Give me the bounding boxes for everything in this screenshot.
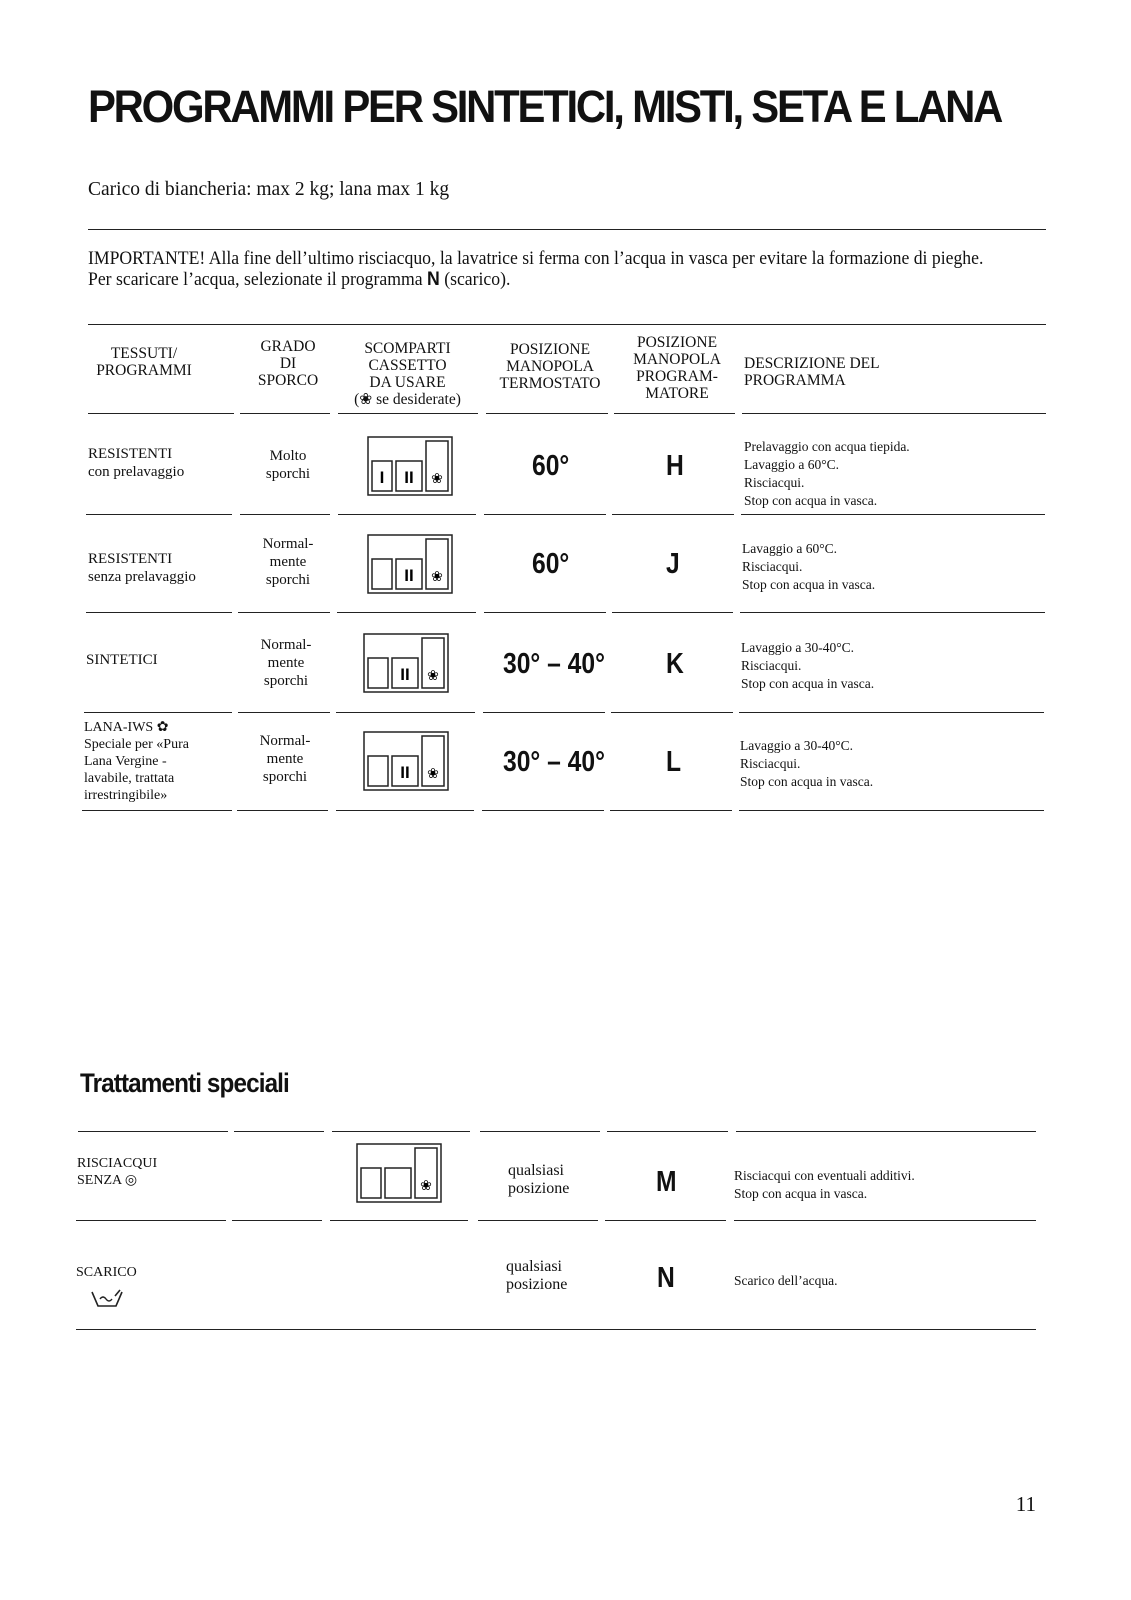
special-treatment-name: RISCIACQUI SENZA ◎ [77, 1156, 158, 1188]
svg-text:❀: ❀ [427, 668, 439, 684]
row-separator-segment [742, 413, 1046, 414]
special-treatment-name: SCARICO [76, 1265, 137, 1280]
row-separator-segment [234, 1131, 324, 1132]
program-description: Lavaggio a 30-40°C. Risciacqui. Stop con acqua in vasca. [740, 738, 874, 789]
row-separator-segment [484, 514, 606, 515]
row-separator-segment [736, 1131, 1036, 1132]
row-separator-segment [232, 1220, 322, 1221]
row-separator-segment [741, 514, 1045, 515]
program-description: Lavaggio a 30-40°C. Risciacqui. Stop con acqua in vasca. [741, 640, 875, 691]
important-note [88, 248, 999, 290]
svg-text:❀: ❀ [420, 1178, 432, 1194]
svg-text:II: II [400, 763, 410, 782]
row-separator-segment [610, 810, 732, 811]
detergent-drawer-icon [366, 435, 454, 497]
row-soil-level: Normal- mente sporchi [260, 637, 312, 689]
row-separator-segment [240, 514, 330, 515]
row-separator-segment [739, 712, 1044, 713]
row-separator-segment [332, 1131, 470, 1132]
svg-text:II: II [404, 566, 414, 585]
row-fabric: RESISTENTI senza prelavaggio [88, 551, 196, 585]
svg-text:I: I [379, 468, 385, 487]
header-descrizione: DESCRIZIONE DEL PROGRAMMA [744, 355, 880, 389]
header-tessuti: TESSUTI/ PROGRAMMI [96, 345, 192, 379]
row-separator-segment [238, 712, 330, 713]
row-separator-segment [82, 810, 232, 811]
special-treatments-title: Trattamenti speciali [80, 1068, 289, 1098]
row-separator-segment [238, 612, 330, 613]
header-programmatore: POSIZIONE MANOPOLA PROGRAM- MATORE [633, 334, 721, 402]
important-program-letter: N [426, 269, 440, 290]
row-separator-segment [486, 413, 608, 414]
program-letter: J [666, 548, 680, 580]
row-fabric: LANA-IWS ✿ Speciale per «Pura Lana Vergine - lavabile, trattata irrestringibile» [84, 720, 189, 803]
thermostat-position: 60° [532, 548, 570, 580]
drain-icon [90, 1288, 124, 1310]
thermostat-position: qualsiasi posizione [508, 1162, 570, 1197]
thermostat-position: 30° – 40° [503, 746, 605, 778]
row-soil-level: Normal- mente sporchi [259, 733, 311, 785]
row-separator-segment [740, 612, 1045, 613]
row-separator-segment [607, 1131, 728, 1132]
row-separator-segment [612, 514, 734, 515]
svg-text:❀: ❀ [431, 471, 443, 487]
detergent-drawer-icon [355, 1142, 443, 1204]
important-tail-text: (scarico). [444, 269, 511, 290]
program-letter: N [657, 1262, 675, 1294]
row-separator-segment [483, 712, 605, 713]
row-soil-level: Normal- mente sporchi [262, 536, 314, 588]
row-separator-segment [484, 612, 606, 613]
row-separator-segment [478, 1220, 598, 1221]
important-lead-text: IMPORTANTE! Alla fine dell’ultimo risciacquo, la lavatrice si ferma con l’acqua in vasca per evitare la formazione di pieghe. Per scaricare l’acqua, selezionate il programma [88, 248, 984, 290]
thermostat-position: qualsiasi posizione [506, 1258, 568, 1293]
row-separator-segment [86, 514, 232, 515]
thermostat-position: 60° [532, 450, 570, 482]
row-separator-segment [336, 712, 475, 713]
header-grado: GRADO DI SPORCO [257, 338, 319, 389]
row-separator-segment [338, 514, 476, 515]
row-separator-segment [88, 413, 234, 414]
load-capacity-text: Carico di biancheria: max 2 kg; lana max 1 kg [88, 179, 450, 200]
svg-text:❀: ❀ [427, 766, 439, 782]
row-separator-segment [240, 413, 330, 414]
page-title: PROGRAMMI PER SINTETICI, MISTI, SETA E LANA [88, 81, 1002, 132]
program-description: Lavaggio a 60°C. Risciacqui. Stop con acqua in vasca. [742, 541, 876, 592]
row-separator-segment [237, 810, 328, 811]
program-letter: H [666, 450, 684, 482]
row-separator-segment [734, 1220, 1036, 1221]
row-separator-segment [86, 612, 232, 613]
detergent-drawer-icon [362, 730, 450, 792]
program-description: Risciacqui con eventuali additivi. Stop con acqua in vasca. [734, 1168, 915, 1201]
row-separator-segment [76, 1220, 226, 1221]
row-separator-segment [78, 1131, 228, 1132]
row-separator-segment [336, 810, 474, 811]
row-separator-segment [480, 1131, 600, 1132]
detergent-drawer-icon [362, 632, 450, 694]
row-fabric: RESISTENTI con prelavaggio [88, 446, 185, 480]
program-description: Scarico dell’acqua. [734, 1273, 838, 1288]
program-letter: M [656, 1166, 677, 1198]
program-letter: L [666, 746, 682, 778]
row-separator-segment [330, 1220, 468, 1221]
svg-text:❀: ❀ [431, 569, 443, 585]
row-separator-segment [739, 810, 1044, 811]
row-separator-segment [84, 712, 232, 713]
divider [88, 324, 1046, 325]
thermostat-position: 30° – 40° [503, 648, 605, 680]
row-separator-segment [605, 1220, 726, 1221]
row-separator-segment [482, 810, 604, 811]
row-separator-segment [611, 712, 733, 713]
row-separator-segment [338, 413, 478, 414]
program-description: Prelavaggio con acqua tiepida. Lavaggio a 60°C. Risciacqui. Stop con acqua in vasca. [744, 439, 910, 508]
svg-text:II: II [404, 468, 414, 487]
svg-text:II: II [400, 665, 410, 684]
row-separator-segment [612, 612, 733, 613]
divider [88, 229, 1046, 230]
header-scomparti: SCOMPARTI CASSETTO DA USARE (❀ se desiderate) [354, 340, 461, 408]
divider [76, 1329, 1036, 1330]
row-fabric: SINTETICI [86, 652, 158, 668]
program-letter: K [666, 648, 684, 680]
page-number: 11 [1015, 1492, 1036, 1516]
row-separator-segment [337, 612, 476, 613]
detergent-drawer-icon [366, 533, 454, 595]
row-soil-level: Molto sporchi [265, 448, 311, 482]
row-separator-segment [614, 413, 735, 414]
header-termostato: POSIZIONE MANOPOLA TERMOSTATO [499, 341, 601, 392]
